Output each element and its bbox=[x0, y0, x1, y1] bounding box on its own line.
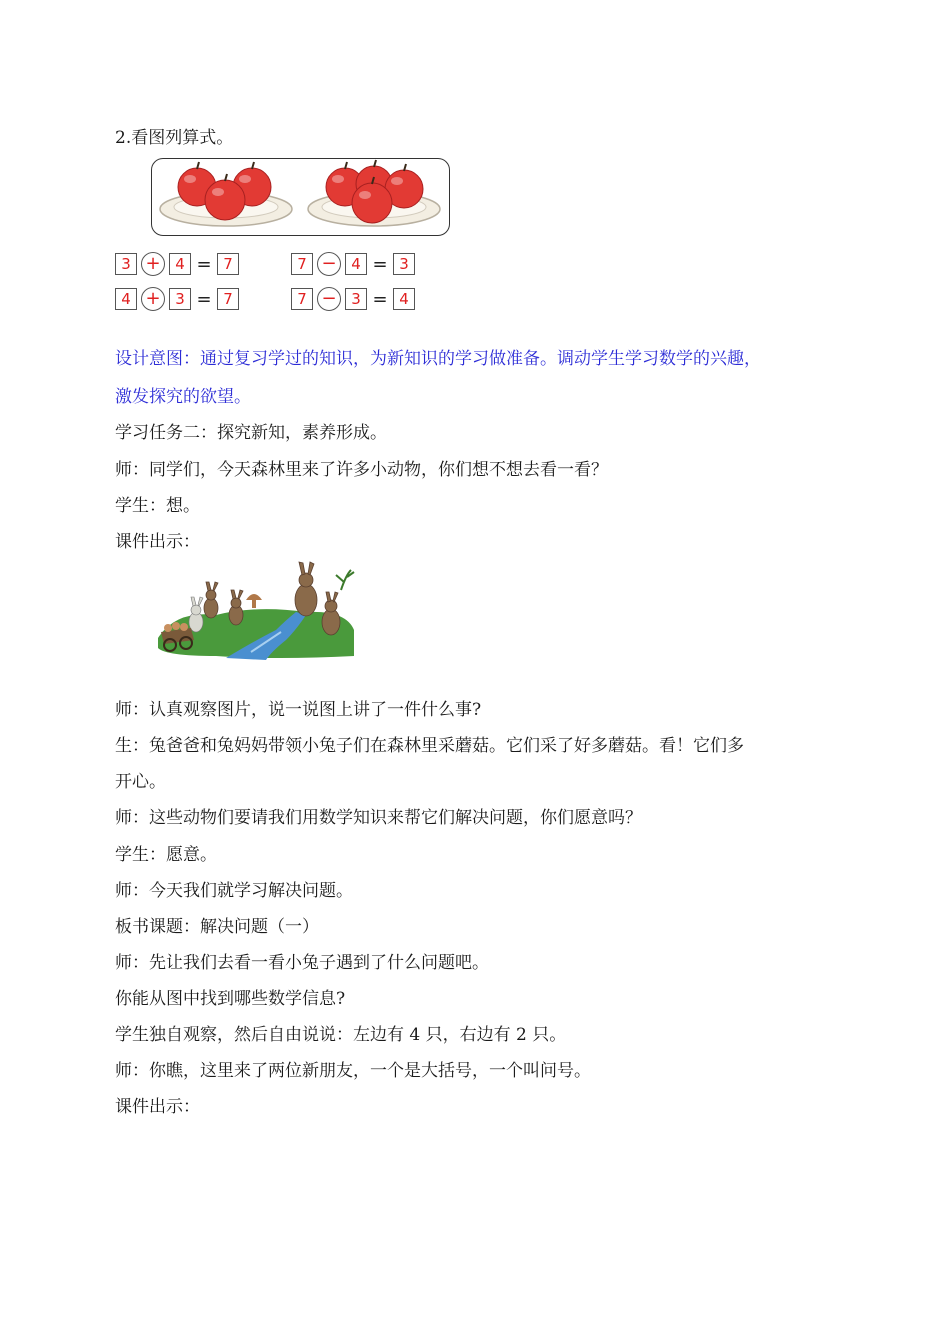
paragraph-line: 开心。 bbox=[115, 772, 166, 792]
equals-sign: = bbox=[372, 253, 388, 275]
answer-box: 7 bbox=[291, 253, 313, 275]
section-title: 2.看图列算式。 bbox=[115, 128, 234, 148]
answer-box: 4 bbox=[345, 253, 367, 275]
operator-circle: − bbox=[317, 252, 341, 276]
operator-circle: − bbox=[317, 287, 341, 311]
paragraph-line: 课件出示： bbox=[115, 1097, 200, 1117]
answer-box: 4 bbox=[115, 288, 137, 310]
paragraph-line: 你能从图中找到哪些数学信息? bbox=[115, 989, 346, 1009]
equation-row-1 bbox=[115, 251, 415, 277]
paragraph-line: 学生：想。 bbox=[115, 496, 200, 516]
answer-box: 4 bbox=[169, 253, 191, 275]
equals-sign: = bbox=[196, 288, 212, 310]
design-note-line-2: 激发探究的欲望。 bbox=[115, 387, 251, 407]
paragraph-line: 师：你瞧，这里来了两位新朋友，一个是大括号，一个叫问号。 bbox=[115, 1061, 591, 1081]
paragraph-line: 师：同学们，今天森林里来了许多小动物，你们想不想去看一看？ bbox=[115, 460, 608, 480]
paragraph-line: 师：这些动物们要请我们用数学知识来帮它们解决问题，你们愿意吗？ bbox=[115, 808, 642, 828]
design-note-line-1: 设计意图：通过复习学过的知识，为新知识的学习做准备。调动学生学习数学的兴趣， bbox=[115, 349, 761, 369]
rabbits-forest-illustration bbox=[156, 560, 356, 660]
operator-circle: + bbox=[141, 287, 165, 311]
answer-box: 7 bbox=[217, 288, 239, 310]
answer-box: 3 bbox=[393, 253, 415, 275]
answer-box: 3 bbox=[345, 288, 367, 310]
answer-box: 4 bbox=[393, 288, 415, 310]
equation-row-2 bbox=[115, 286, 415, 312]
apples-illustration bbox=[151, 158, 450, 236]
equals-sign: = bbox=[372, 288, 388, 310]
paragraph-line: 学生独自观察，然后自由说说：左边有 4 只，右边有 2 只。 bbox=[115, 1025, 567, 1045]
answer-box: 3 bbox=[169, 288, 191, 310]
equals-sign: = bbox=[196, 253, 212, 275]
paragraph-line: 生：兔爸爸和兔妈妈带领小兔子们在森林里采蘑菇。它们采了好多蘑菇。看！它们多 bbox=[115, 736, 744, 756]
operator-circle: + bbox=[141, 252, 165, 276]
paragraph-line: 课件出示： bbox=[115, 532, 200, 552]
paragraph-line: 师：先让我们去看一看小兔子遇到了什么问题吧。 bbox=[115, 953, 489, 973]
paragraph-line: 师：认真观察图片，说一说图上讲了一件什么事? bbox=[115, 700, 482, 720]
paragraph-line: 板书课题：解决问题（一） bbox=[115, 917, 319, 937]
answer-box: 7 bbox=[291, 288, 313, 310]
paragraph-line: 学生：愿意。 bbox=[115, 845, 217, 865]
answer-box: 7 bbox=[217, 253, 239, 275]
paragraph-line: 师：今天我们就学习解决问题。 bbox=[115, 881, 353, 901]
paragraph-line: 学习任务二：探究新知，素养形成。 bbox=[115, 423, 387, 443]
answer-box: 3 bbox=[115, 253, 137, 275]
